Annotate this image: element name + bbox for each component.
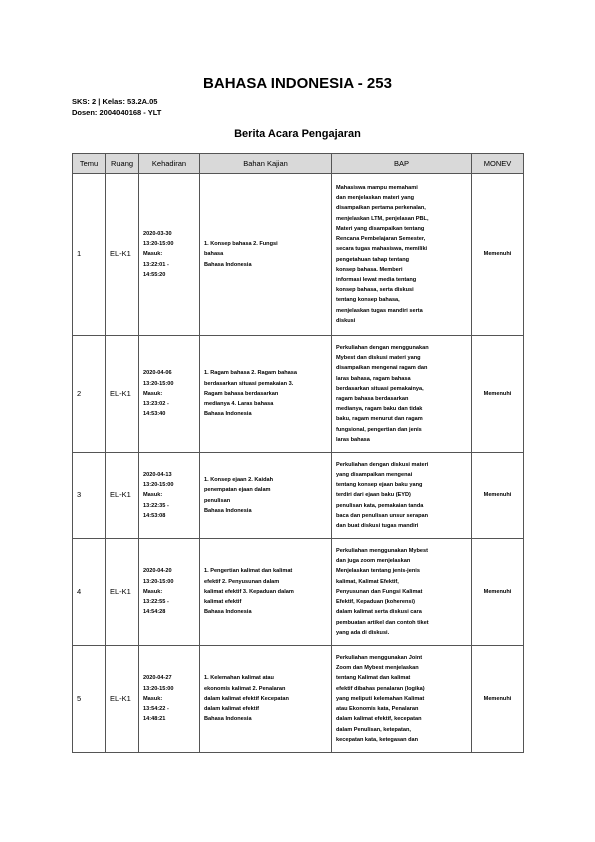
cell-ruang: EL-K1: [106, 646, 139, 753]
bap-line: tentang konsep ejaan baku yang: [336, 482, 423, 489]
bap-line: baca dan penulisan unsur serapan: [336, 512, 429, 519]
cell-monev: Memenuhi: [472, 174, 524, 336]
bahan-line: Bahasa Indonesia: [204, 716, 252, 723]
cell-bahan-kajian: [200, 646, 332, 753]
col-header-kehadiran: Kehadiran: [139, 154, 200, 174]
bap-line: laras bahasa: [336, 436, 370, 443]
bahan-line: ekonomis kalimat 2. Penalaran: [204, 685, 286, 692]
bahan-line: 1. Ragam bahasa 2. Ragam bahasa: [204, 370, 297, 377]
cell-ruang: EL-K1: [106, 174, 139, 336]
bahan-line: Bahasa Indonesia: [204, 507, 252, 514]
kehadiran-line: Masuk:: [143, 390, 163, 397]
kehadiran-line: 2020-04-06: [143, 370, 172, 377]
bap-line: dalam kalimat serta diskusi cara: [336, 609, 422, 616]
bap-line: Perkuliahan menggunakan Joint: [336, 655, 423, 662]
cell-kehadiran: [139, 453, 200, 539]
cell-temu: 5: [73, 646, 106, 753]
kehadiran-line: 13:23:02 -: [143, 401, 169, 408]
col-header-ruang: Ruang: [106, 154, 139, 174]
col-header-temu: Temu: [73, 154, 106, 174]
bahan-line: kalimat efektif: [204, 599, 242, 606]
kehadiran-line: 13:20-15:00: [143, 685, 174, 692]
bap-line: diskusi: [336, 317, 356, 324]
kehadiran-line: Masuk:: [143, 588, 163, 595]
bahan-line: Bahasa Indonesia: [204, 609, 252, 616]
bap-line: Mahasiswa mampu memahami: [336, 185, 418, 192]
table-row: [73, 336, 524, 453]
table-body: [73, 174, 524, 753]
bap-line: menjelaskan tugas mandiri serta: [336, 307, 423, 314]
kehadiran-line: 2020-04-20: [143, 568, 172, 575]
kehadiran-line: 14:48:21: [143, 716, 166, 723]
bap-line: Penyusunan dan Fungsi Kalimat: [336, 588, 423, 595]
kehadiran-line: 14:53:40: [143, 411, 166, 418]
bap-line: fungsional, pengertian dan jenis: [336, 426, 422, 433]
kehadiran-line: 13:20-15:00: [143, 482, 174, 489]
table-row: [73, 174, 524, 336]
bahan-line: medianya 4. Laras bahasa: [204, 401, 274, 408]
table-row: [73, 453, 524, 539]
bap-line: yang meliputi kelemahan Kalimat: [336, 695, 425, 702]
cell-kehadiran: [139, 646, 200, 753]
kehadiran-line: 13:20-15:00: [143, 241, 174, 248]
cell-bahan-kajian: [200, 336, 332, 453]
bap-line: laras bahasa, ragam bahasa: [336, 375, 411, 382]
bap-line: pengetahuan tahap tentang: [336, 256, 410, 263]
cell-bahan-kajian: [200, 453, 332, 539]
kehadiran-line: 2020-04-13: [143, 471, 172, 478]
kehadiran-line: Masuk:: [143, 251, 163, 258]
bahan-line: berdasarkan situasi pemakaian 3.: [204, 380, 294, 387]
bahan-line: 1. Pengertian kalimat dan kalimat: [204, 568, 293, 575]
bap-line: kalimat, Kalimat Efektif,: [336, 578, 399, 585]
bap-line: yang ada di diskusi.: [336, 629, 390, 636]
section-title: Berita Acara Pengajaran: [234, 128, 361, 140]
col-header-bap: BAP: [332, 154, 472, 174]
kehadiran-line: 2020-04-27: [143, 675, 172, 682]
bap-line: Menjelaskan tentang jenis-jenis: [336, 568, 420, 575]
cell-bap: [332, 539, 472, 646]
cell-kehadiran: [139, 336, 200, 453]
bap-line: Mybest dan diskusi materi yang: [336, 355, 421, 362]
col-header-bahan-kajian: Bahan Kajian: [200, 154, 332, 174]
cell-monev: Memenuhi: [472, 646, 524, 753]
kehadiran-line: 13:22:55 -: [143, 599, 169, 606]
cell-temu: 3: [73, 453, 106, 539]
bap-line: terdiri dari ejaan baku (EYD): [336, 492, 411, 499]
cell-ruang: EL-K1: [106, 336, 139, 453]
bap-line: dalam Penulisan, ketepatan,: [336, 726, 411, 733]
cell-bahan-kajian: [200, 539, 332, 646]
bap-line: efektif dibahas penalaran (logika): [336, 685, 425, 692]
bap-line: Perkuliahan menggunakan Mybest: [336, 548, 429, 555]
bahan-line: 1. Konsep bahasa 2. Fungsi: [204, 241, 278, 248]
cell-ruang: EL-K1: [106, 539, 139, 646]
page-title: BAHASA INDONESIA - 253: [203, 75, 392, 92]
kehadiran-line: 14:55:20: [143, 271, 166, 278]
bap-line: Perkuliahan dengan menggunakan: [336, 344, 429, 351]
bahan-line: dalam kalimat efektif: [204, 706, 260, 713]
bap-line: pembuatan artikel dan contoh tiket: [336, 619, 429, 626]
bahan-line: 1. Kelemahan kalimat atau: [204, 675, 274, 682]
bahan-line: Bahasa Indonesia: [204, 261, 252, 268]
bahan-line: 1. Konsep ejaan 2. Kaidah: [204, 477, 274, 484]
bap-line: dan buat diskusi tugas mandiri: [336, 523, 419, 529]
cell-bap: [332, 336, 472, 453]
bap-line: ragam bahasa berdasarkan: [336, 396, 409, 402]
kehadiran-line: Masuk:: [143, 492, 163, 499]
bap-line: baku, ragam menurut dan ragam: [336, 416, 423, 423]
kehadiran-line: 14:54:28: [143, 609, 166, 616]
bahan-line: Ragam bahasa berdasarkan: [204, 390, 279, 397]
bap-line: tentang konsep bahasa,: [336, 297, 400, 304]
table-row: [73, 646, 524, 753]
bahan-line: Bahasa Indonesia: [204, 411, 252, 418]
teaching-record-table: [72, 153, 524, 753]
sks-class-info: SKS: 2 | Kelas: 53.2A.05: [72, 97, 158, 106]
lecturer-info: Dosen: 2004040168 - YLT: [72, 108, 162, 117]
col-header-monev: MONEV: [472, 154, 524, 174]
bahan-line: kalimat efektif 3. Kepaduan dalam: [204, 588, 294, 595]
kehadiran-line: 13:20-15:00: [143, 578, 174, 585]
bap-line: Perkuliahan dengan diskusi materi: [336, 461, 429, 468]
bap-line: menjelaskan LTM, penjelasan PBL,: [336, 215, 429, 222]
cell-bap: [332, 174, 472, 336]
bahan-line: efektif 2. Penyusunan dalam: [204, 578, 280, 585]
bap-line: Efektif, Kepaduan (koherensi): [336, 599, 415, 606]
kehadiran-line: 13:22:01 -: [143, 261, 169, 268]
kehadiran-line: 2020-03-30: [143, 230, 172, 237]
bap-line: Zoom dan Mybest menjelaskan: [336, 665, 419, 672]
bap-line: medianya, ragam baku dan tidak: [336, 406, 423, 413]
bap-line: Materi yang disampaikan tentang: [336, 225, 425, 232]
bap-line: informasi lewat media tentang: [336, 276, 417, 283]
bahan-line: dalam kalimat efektif Kecepatan: [204, 695, 289, 702]
bap-line: kecepatan kata, ketegasan dan: [336, 736, 419, 743]
kehadiran-line: Masuk:: [143, 695, 163, 702]
bap-line: konsep bahasa, serta diskusi: [336, 287, 414, 294]
bap-line: yang disampaikan mengenai: [336, 471, 413, 478]
table-row: [73, 539, 524, 646]
bap-line: atau Ekonomis kata, Penalaran: [336, 706, 419, 713]
cell-monev: Memenuhi: [472, 539, 524, 646]
bahan-line: bahasa: [204, 251, 224, 258]
bap-line: Rencana Pembelajaran Semester,: [336, 236, 426, 243]
cell-bahan-kajian: [200, 174, 332, 336]
cell-bap: [332, 646, 472, 753]
cell-temu: 4: [73, 539, 106, 646]
cell-monev: Memenuhi: [472, 336, 524, 453]
kehadiran-line: 13:22:35 -: [143, 502, 169, 509]
bahan-line: penulisan: [204, 497, 231, 504]
kehadiran-line: 14:53:08: [143, 512, 166, 519]
bap-line: disampaikan mengenai ragam dan: [336, 365, 428, 372]
bap-line: secara tugas mahasiswa, memiliki: [336, 246, 428, 253]
cell-temu: 1: [73, 174, 106, 336]
cell-monev: Memenuhi: [472, 453, 524, 539]
bap-line: dalam kalimat efektif, kecepatan: [336, 716, 422, 723]
bap-line: penulisan kata, pemakaian tanda: [336, 502, 424, 509]
kehadiran-line: 13:54:22 -: [143, 706, 169, 713]
bap-line: dan juga zoom menjelaskan: [336, 558, 411, 565]
bap-line: berdasarkan situasi pemakainya,: [336, 385, 424, 392]
cell-kehadiran: [139, 539, 200, 646]
table-header-row: [73, 154, 524, 174]
bap-line: disampaikan pertama perkenalan,: [336, 205, 426, 212]
bahan-line: penempatan ejaan dalam: [204, 487, 271, 494]
cell-kehadiran: [139, 174, 200, 336]
cell-temu: 2: [73, 336, 106, 453]
bap-line: dan menjelaskan materi yang: [336, 195, 415, 202]
bap-line: tentang Kalimat dan kalimat: [336, 675, 411, 682]
cell-ruang: EL-K1: [106, 453, 139, 539]
kehadiran-line: 13:20-15:00: [143, 380, 174, 387]
cell-bap: [332, 453, 472, 539]
bap-line: konsep bahasa. Memberi: [336, 266, 403, 273]
